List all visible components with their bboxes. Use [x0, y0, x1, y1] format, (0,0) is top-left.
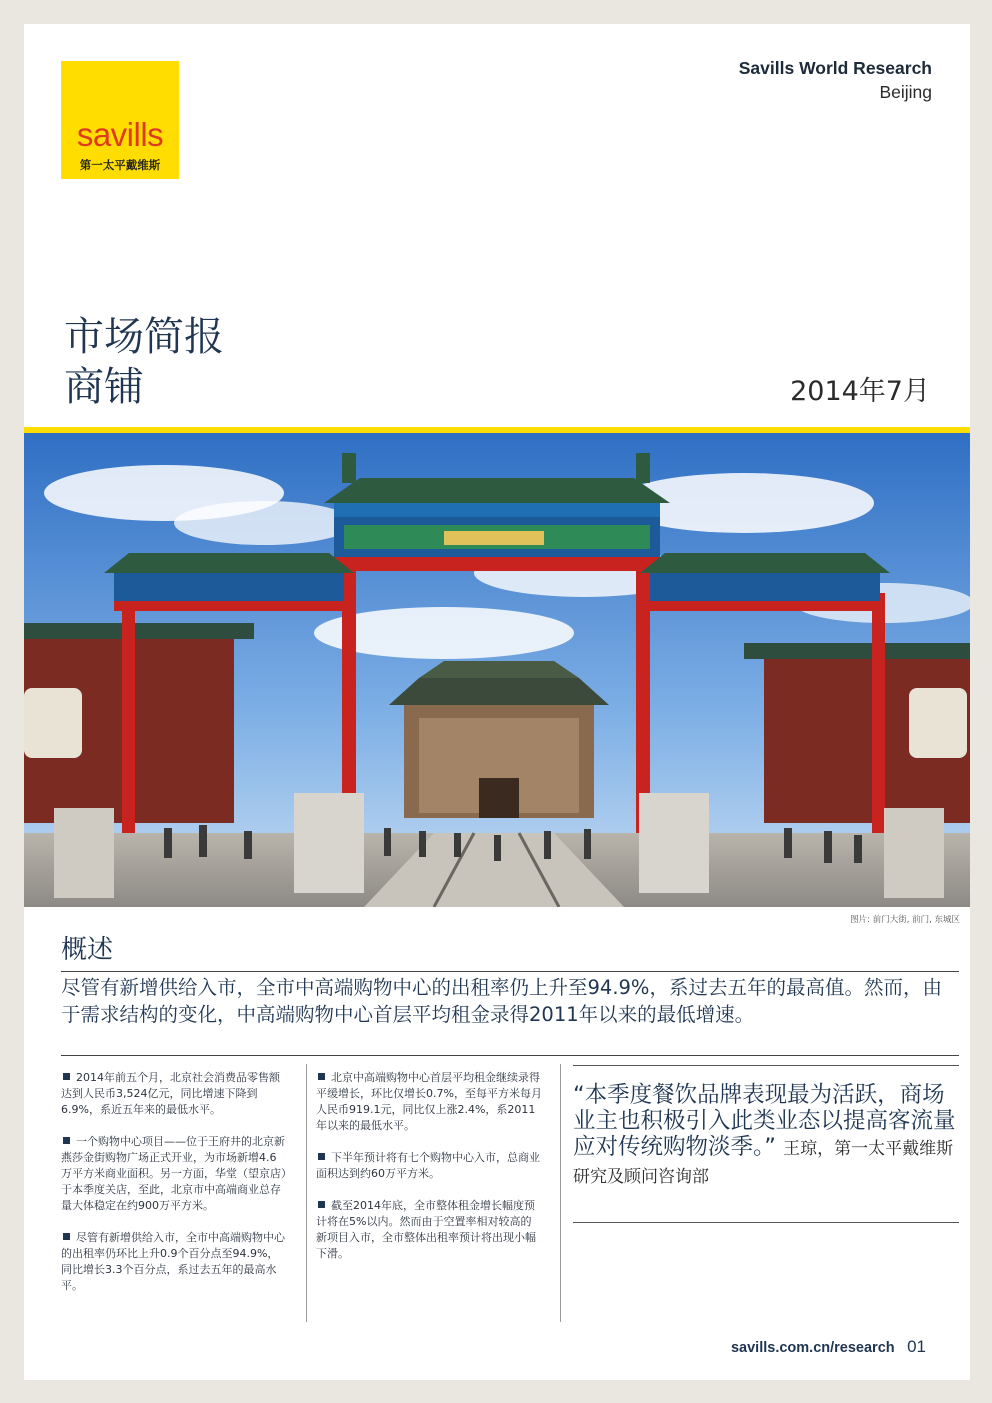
bullet-square-icon	[318, 1153, 325, 1160]
bullet-item: 截至2014年底，全市整体租金增长幅度预计将在5%以内。然而由于空置率相对较高的新项目入市，全市整体出租率预计将出现小幅下滑。	[316, 1199, 536, 1260]
quote-text: “本季度餐饮品牌表现最为活跃，商场业主也积极引入此类业态以提高客流量应对传统购物淡季。”	[573, 1082, 956, 1160]
qianmen-street-illustration	[24, 433, 970, 907]
report-subtitle: 商铺	[64, 364, 144, 410]
bullet-item: 一个购物中心项目——位于王府井的北京新燕莎金街购物广场正式开业，为市场新增4.6万平方米商业面积。另一方面，华堂（望京店）于本季度关店，至此，北京市中高端商业总存量大体稳定在约900万平方米。	[61, 1135, 287, 1212]
bullet-square-icon	[63, 1233, 70, 1240]
column-divider	[306, 1064, 307, 1322]
column-divider	[560, 1064, 561, 1322]
overview-summary: 尽管有新增供给入市，全市中高端购物中心的出租率仍上升至94.9%，系过去五年的最高值。然而，由于需求结构的变化，中高端购物中心首层平均租金录得2011年以来的最低增速。	[61, 976, 942, 1026]
bullet-item: 北京中高端购物中心首层平均租金继续录得平缓增长，环比仅增长0.7%，至每平方米每月人民币919.1元，同比仅上涨2.4%，系2011年以来的最低水平。	[316, 1071, 542, 1132]
divider	[61, 1055, 959, 1056]
quote-bottom-rule	[573, 1222, 959, 1223]
page-number: 01	[907, 1337, 926, 1356]
bullet-square-icon	[63, 1137, 70, 1144]
logo-subtitle: 第一太平戴维斯	[79, 158, 161, 172]
pull-quote	[573, 1082, 959, 1190]
savills-logo	[61, 61, 179, 179]
bullet-item: 2014年前五个月，北京社会消费品零售额达到人民币3,524亿元，同比增速下降到6.9%，系近五年来的最低水平。	[61, 1071, 280, 1116]
bullet-item: 尽管有新增供给入市，全市中高端购物中心的出租率仍环比上升0.9个百分点至94.9%，同比增长3.3个百分点，系过去五年的最高水平。	[61, 1231, 285, 1292]
cover-photo	[24, 433, 970, 907]
publisher-name: Savills World Research	[738, 58, 932, 78]
bullet-column-2	[316, 1070, 542, 1278]
publisher-city: Beijing	[879, 82, 932, 102]
quote-top-rule	[573, 1065, 959, 1066]
divider	[61, 971, 959, 972]
logo-word: savills	[76, 116, 164, 153]
bullet-item: 下半年预计将有七个购物中心入市，总商业面积达到约60万平方米。	[316, 1151, 540, 1180]
overview-heading: 概述	[61, 935, 114, 965]
bullet-square-icon	[318, 1073, 325, 1080]
bullet-square-icon	[318, 1201, 325, 1208]
photo-caption: 图片: 前门大街, 前门, 东城区	[850, 915, 960, 925]
bullet-column-1	[61, 1070, 287, 1310]
report-page	[24, 24, 970, 1380]
report-title: 市场简报	[64, 314, 224, 360]
report-date: 2014年7月	[790, 376, 930, 407]
quote-attribution: 王琼，第一太平戴维斯研究及顾问咨询部	[573, 1139, 954, 1187]
header-publisher	[739, 58, 932, 103]
footer-url[interactable]: savills.com.cn/research	[730, 1340, 895, 1356]
bullet-square-icon	[63, 1073, 70, 1080]
page-footer	[731, 1337, 926, 1357]
